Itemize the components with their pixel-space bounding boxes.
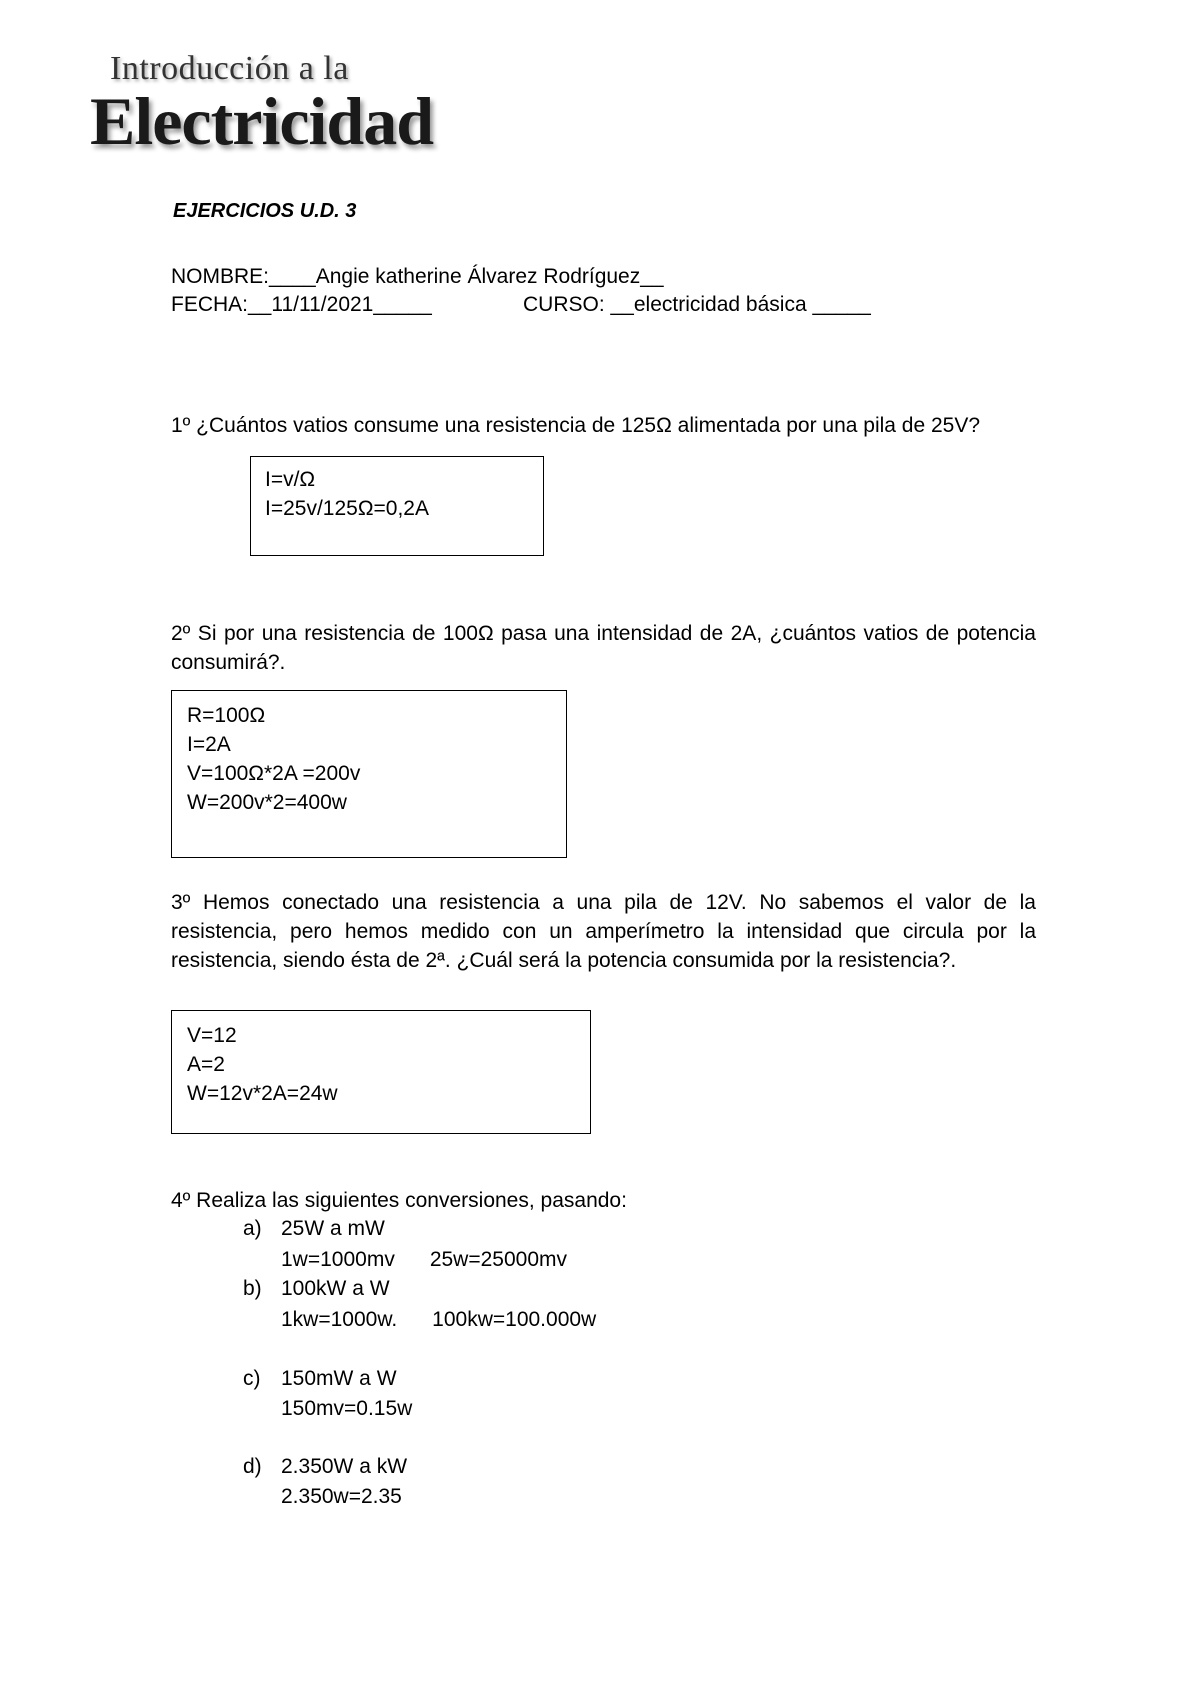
item-label: d) xyxy=(243,1455,262,1478)
answer-box-1 xyxy=(250,456,544,556)
name-line: NOMBRE:____Angie katherine Álvarez Rodríguez__ xyxy=(171,265,664,288)
question-2: 2º Si por una resistencia de 100Ω pasa una intensidad de 2A, ¿cuántos vatios de potencia consumirá?. xyxy=(171,622,1036,674)
answer-box-3 xyxy=(171,1010,591,1134)
item-answer: 2.350w=2.35 xyxy=(281,1485,402,1508)
question-4: 4º Realiza las siguientes conversiones, pasando: xyxy=(171,1189,627,1212)
item-answer: 1w=1000mv 25w=25000mv xyxy=(281,1248,568,1271)
answer-line: I=v/Ω xyxy=(265,468,316,491)
item-task: 2.350W a kW xyxy=(281,1455,408,1478)
item-task: 100kW a W xyxy=(281,1277,390,1300)
page-title: EJERCICIOS U.D. 3 xyxy=(173,200,357,222)
answer-line: V=100Ω*2A =200v xyxy=(187,762,361,785)
date-line: FECHA:__11/11/2021_____ xyxy=(171,293,432,316)
item-answer: 150mv=0.15w xyxy=(281,1397,413,1420)
item-answer: 1kw=1000w. 100kw=100.000w xyxy=(281,1308,597,1331)
course-line: CURSO: __electricidad básica _____ xyxy=(523,293,871,316)
answer-line: R=100Ω xyxy=(187,704,266,727)
answer-line: W=12v*2A=24w xyxy=(187,1082,338,1105)
logo-title: Electricidad xyxy=(90,83,434,159)
item-task: 150mW a W xyxy=(281,1367,397,1390)
question-1: 1º ¿Cuántos vatios consume una resistencia de 125Ω alimentada por una pila de 25V? xyxy=(171,414,981,437)
item-task: 25W a mW xyxy=(281,1217,385,1240)
question-3: 3º Hemos conectado una resistencia a una pila de 12V. No sabemos el valor de la resistencia, pero hemos medido con un amperímetro la intensidad que circula por la resistencia, siendo ésta de 2ª. ¿Cuál será la potencia consumida por la resistencia?. xyxy=(171,891,1036,972)
item-label: b) xyxy=(243,1277,262,1300)
answer-line: I=2A xyxy=(187,733,231,756)
item-label: c) xyxy=(243,1367,261,1390)
item-label: a) xyxy=(243,1217,262,1240)
answer-line: A=2 xyxy=(187,1053,225,1076)
logo-subtitle: Introducción a la xyxy=(110,50,349,87)
answer-line: W=200v*2=400w xyxy=(187,791,347,814)
answer-line: I=25v/125Ω=0,2A xyxy=(265,497,429,520)
answer-line: V=12 xyxy=(187,1024,237,1047)
answer-box-2 xyxy=(171,690,567,858)
